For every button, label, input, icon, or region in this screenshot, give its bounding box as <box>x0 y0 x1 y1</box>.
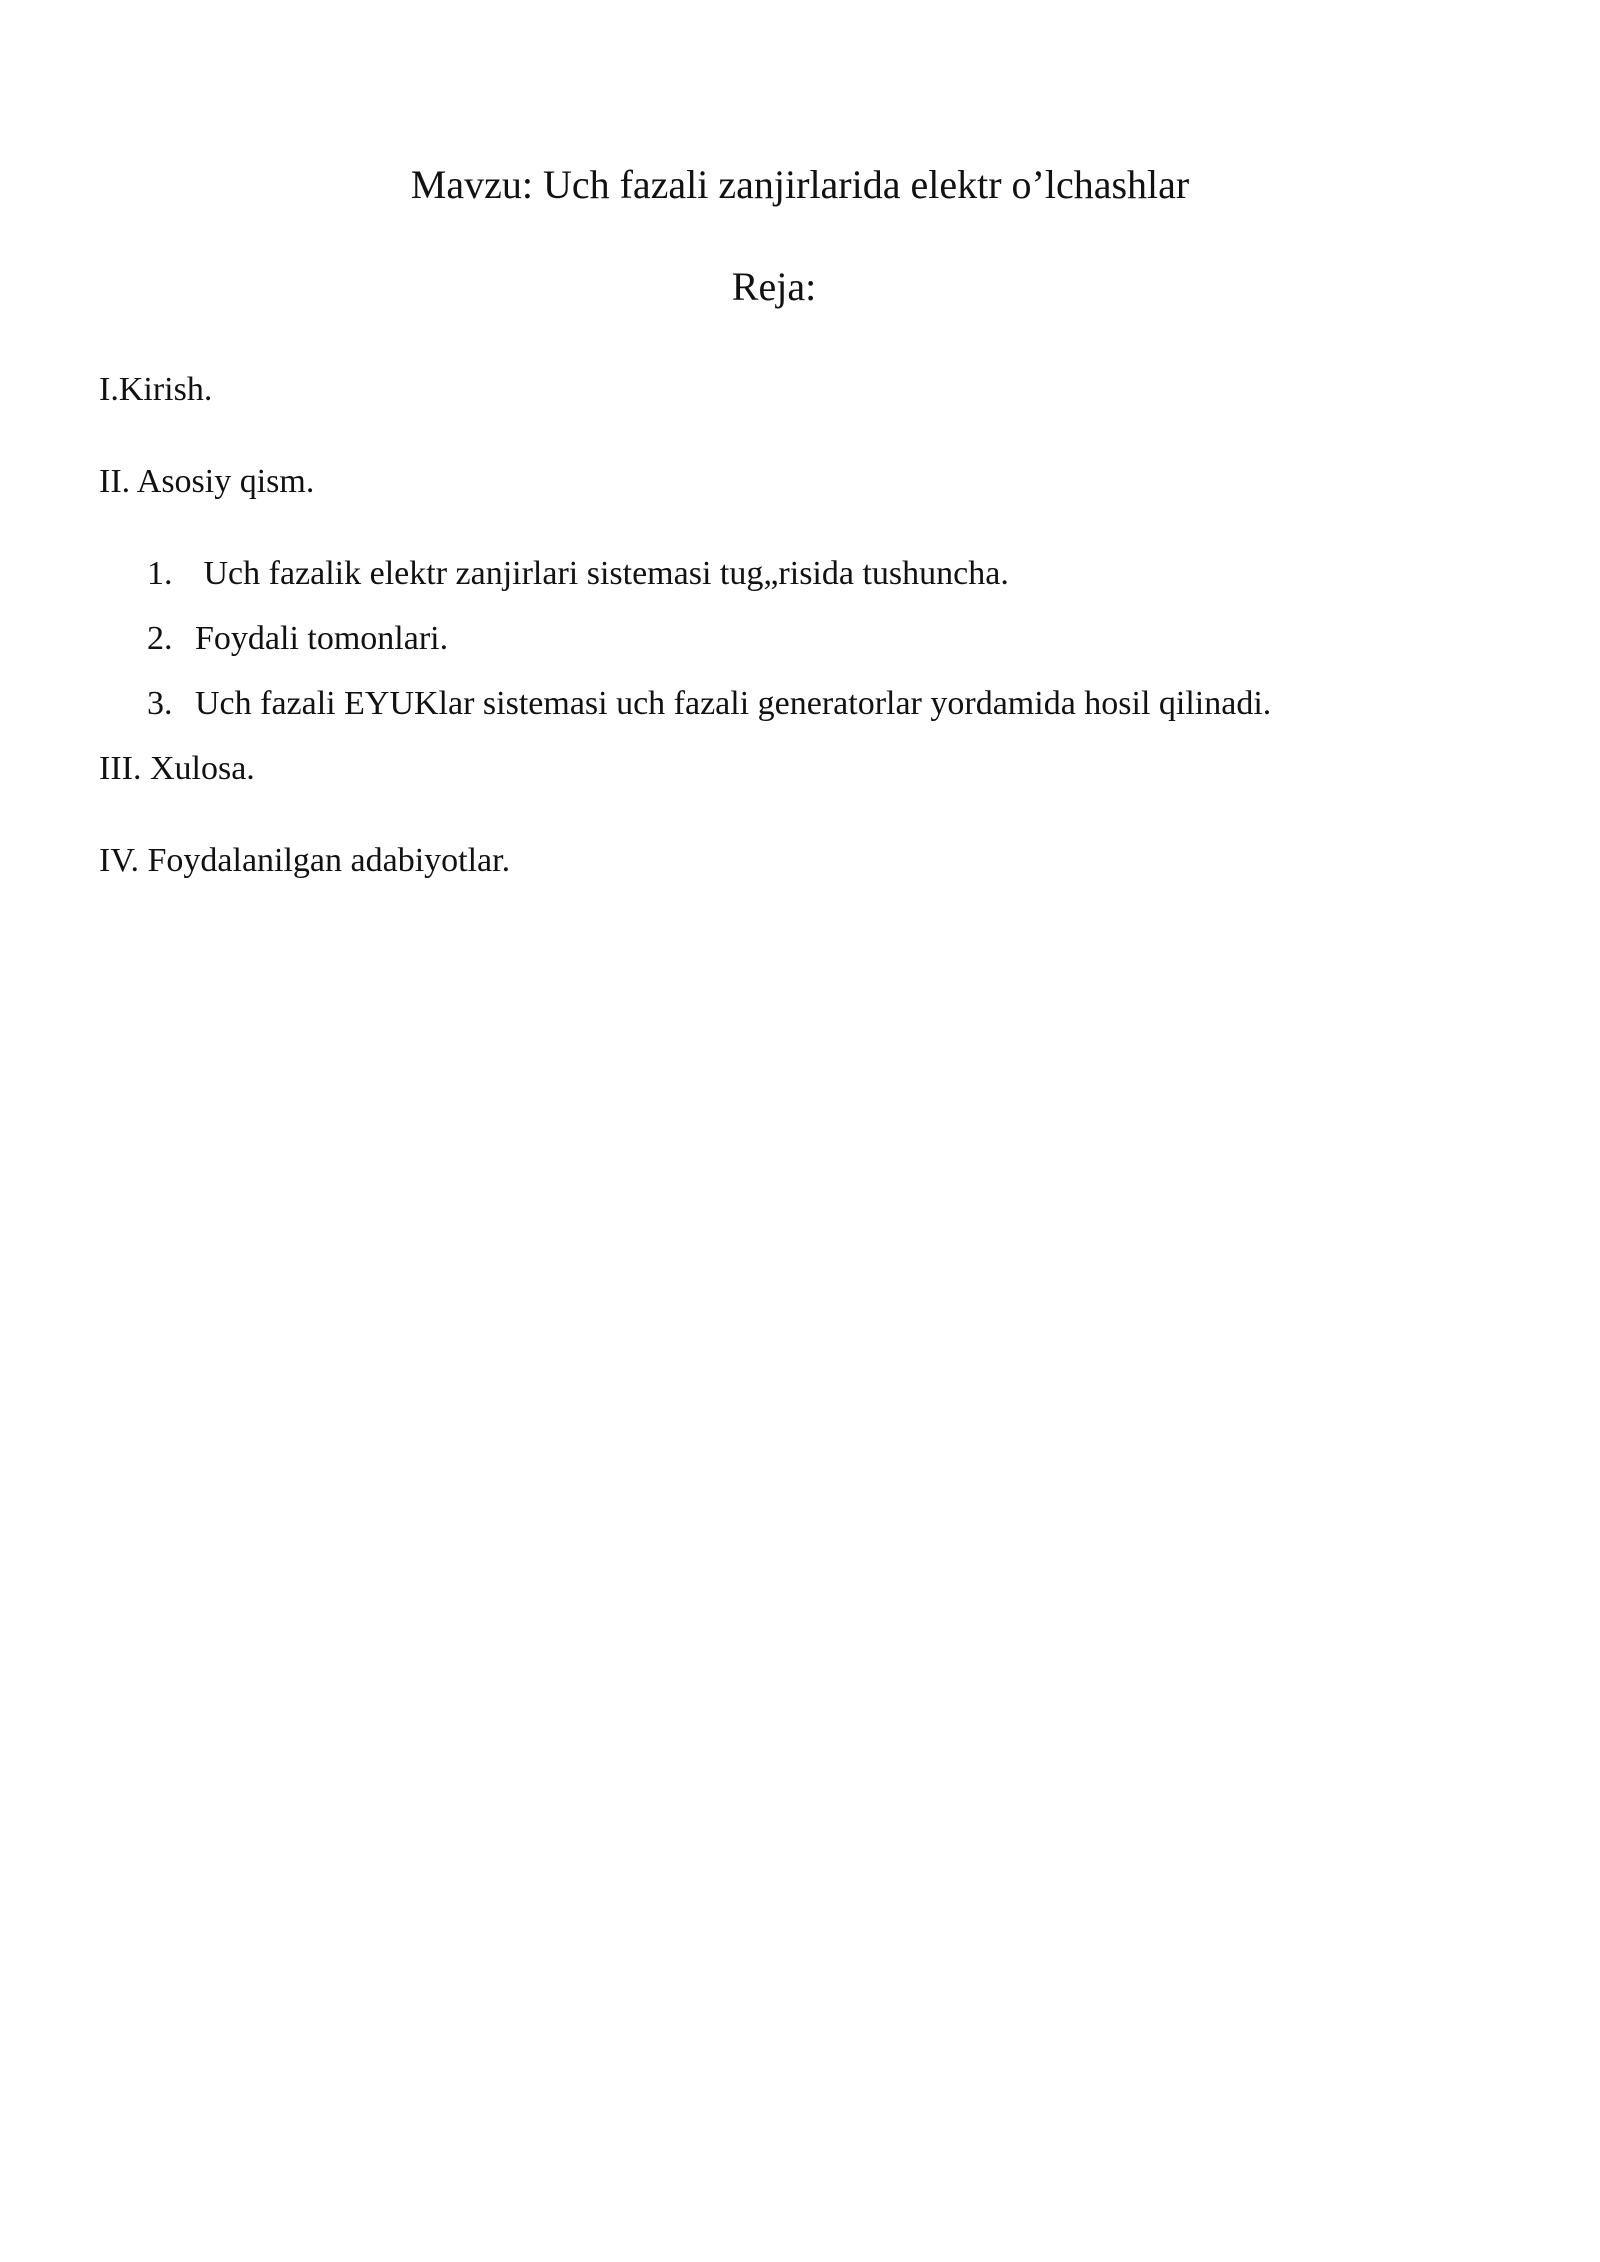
list-item <box>147 682 1271 726</box>
section-main-part: II. Asosiy qism. <box>99 463 315 500</box>
list-item-text: Uch fazalik elektr zanjirlari sistemasi tug„risida tushuncha. <box>195 555 1009 592</box>
document-title <box>0 160 1600 210</box>
list-item <box>147 552 1009 596</box>
list-item-number: 2. <box>147 620 173 657</box>
section-references: IV. Foydalanilgan adabiyotlar. <box>99 842 511 879</box>
list-item-number: 1. <box>147 555 173 592</box>
list-item <box>147 617 448 661</box>
list-item-text: Uch fazali EYUKlar sistemasi uch fazali generatorlar yordamida hosil qilinadi. <box>195 685 1272 722</box>
section-conclusion: III. Xulosa. <box>99 750 255 787</box>
plan-heading: Reja: <box>731 264 817 309</box>
list-item-text: Foydali tomonlari. <box>195 620 449 657</box>
list-item-number: 3. <box>147 685 173 722</box>
document-title-text: Mavzu: Uch fazali zanjirlarida elektr o’lchashlar <box>410 162 1190 207</box>
section-introduction: I.Kirish. <box>99 371 213 408</box>
